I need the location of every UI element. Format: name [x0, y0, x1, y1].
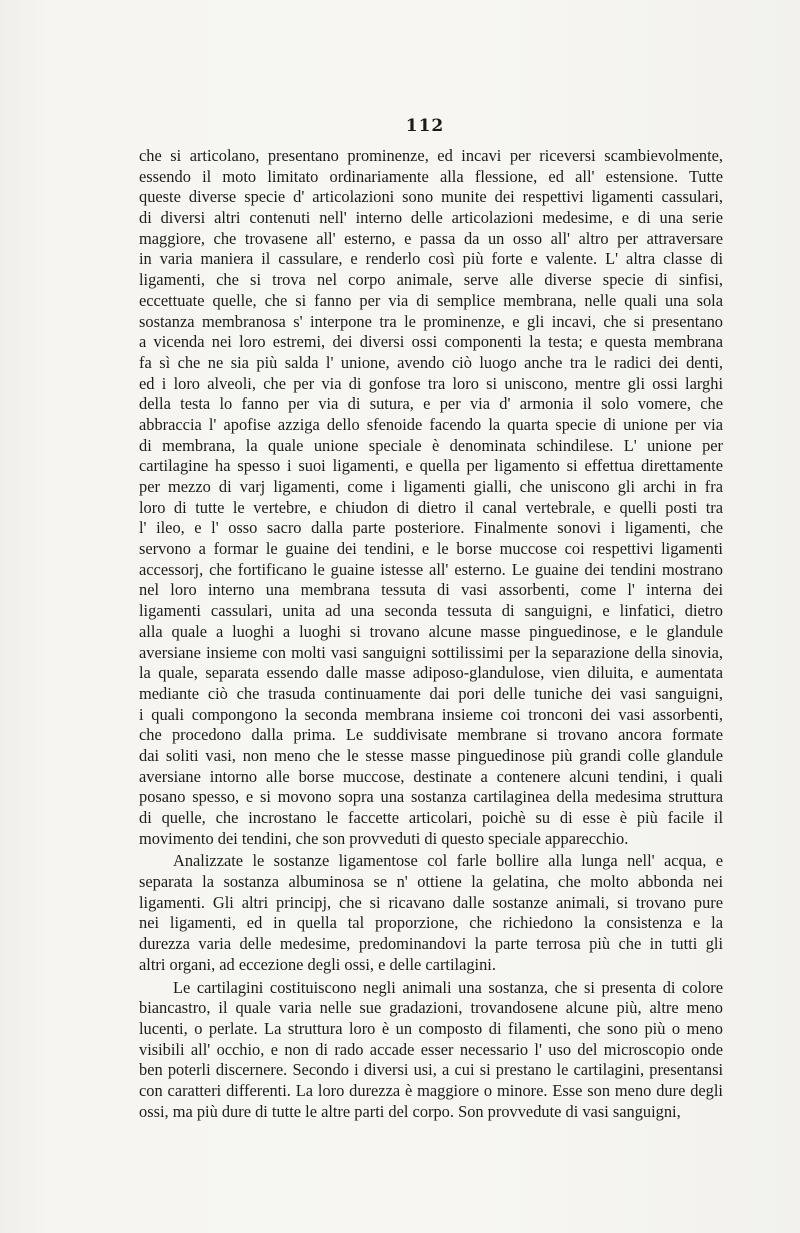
text-line: di quelle, che incrostano le faccette articolari, poichè su di esse è più facile il: [139, 808, 723, 827]
text-line: separata la sostanza albuminosa se n' ottiene la gelatina, che molto abbonda nei: [139, 872, 723, 892]
text-line: Analizzate le sostanze ligamentose col farle bollire alla lunga nell' acqua, e: [173, 851, 723, 871]
text-line: la quale, separata essendo dalle masse adiposo-glandulose, vien diluita, e aumentata: [139, 663, 723, 683]
text-line: aversiane insieme con molti vasi sanguigni sottilissimi per la separazione della sinovia,: [139, 642, 723, 662]
text-line: ligamenti. Gli altri principj, che si ricavano dalle sostanze animali, si trovano pure: [139, 892, 723, 912]
text-line: movimento dei tendini, che son provveduti di questo speciale apparecchio.: [139, 828, 629, 848]
text-line: con caratteri differenti. La loro durezza è maggiore o minore. Esse son meno dure degli: [139, 1080, 723, 1100]
text-line: dai soliti vasi, non meno che le stesse masse pinguedinose più grandi colle glandule: [139, 745, 723, 765]
text-line: ben poterli discernere. Secondo i diversi usi, a cui si prestano le cartilagini, presentansi: [139, 1060, 723, 1080]
text-line: mediante ciò che trasuda continuamente dai pori delle tuniche dei vasi sanguigni,: [139, 683, 723, 703]
page-number: 112: [405, 116, 445, 136]
text-line: l' ileo, e l' osso sacro dalla parte posteriore. Finalmente sonovi i ligamenti, che: [139, 518, 723, 538]
text-line: loro di tutte le vertebre, e chiudon di dietro il canal vertebrale, e quelli posti tra: [139, 497, 723, 517]
text-line: della testa lo fanno per via di sutura, e per via d' armonia il solo vomere, che: [139, 394, 723, 414]
text-line: aversiane intorno alle borse muccose, destinate a contenere alcuni tendini, i quali: [139, 766, 723, 786]
text-line: durezza varia delle medesime, predominandovi la parte terrosa più che in tutti gli: [139, 934, 723, 954]
text-line: lucenti, o perlate. La struttura loro è un composto di filamenti, che sono più o meno: [139, 1018, 723, 1038]
text-line: ligamenti, che si trova nel corpo animale, serve alle diverse specie di sinfisi,: [139, 270, 723, 290]
text-line: servono a formar le guaine dei tendini, e le borse muccose coi respettivi ligamenti: [139, 539, 723, 559]
text-line: abbraccia l' apofise azziga dello sfenoide facendo la quarta specie di unione per via: [139, 414, 723, 434]
text-line: in varia maniera il cassulare, e renderlo così più forte e valente. L' altra classe di: [139, 249, 723, 269]
text-line: fa sì che ne sia più salda l' unione, avendo ciò luogo anche tra le radici dei denti,: [139, 352, 723, 372]
text-line: alla quale a luoghi a luoghi si trovano alcune masse pinguedinose, e le glandule: [139, 621, 723, 641]
paragraph: [139, 146, 723, 849]
text-line: queste diverse specie d' articolazioni sono munite dei respettivi ligamenti cassulari,: [139, 187, 723, 207]
text-line: eccettuate quelle, che si fanno per via di semplice membrana, nelle quali una sola: [139, 290, 723, 310]
text-line: maggiore, che trovasene all' esterno, e passa da un osso all' altro per attraversare: [139, 228, 723, 248]
text-line: a vicenda nei loro estremi, dei diversi ossi componenti la testa; e questa membrana: [139, 332, 723, 352]
paragraph: [139, 978, 723, 1123]
text-line: che procedono dalla prima. Le suddivisate membrane si trovano ancora formate: [139, 725, 723, 745]
text-line: ed i loro alveoli, che per via di gonfose tra loro si uniscono, mentre gli ossi larghi: [139, 373, 723, 393]
text-line: ligamenti cassulari, unita ad una seconda tessuta di sanguigni, e linfatici, dietro: [139, 601, 723, 621]
text-line: posano spesso, e si movono sopra una sostanza cartilaginea della medesima struttura: [139, 787, 723, 807]
text-line: nel loro interno una membrana tessuta di vasi assorbenti, come l' interna dei: [139, 580, 723, 600]
text-line: ossi, ma più dure di tutte le altre parti del corpo. Son provvedute di vasi sanguigni,: [139, 1101, 681, 1121]
text-line: altri organi, ad eccezione degli ossi, e delle cartilagini.: [139, 954, 496, 974]
text-line: biancastro, il quale varia nelle sue gradazioni, trovandosene alcune più, altre meno: [139, 998, 723, 1018]
text-line: visibili all' occhio, e non di rado accade esser necessario l' uso del microscopio onde: [139, 1039, 723, 1059]
text-line: essendo il moto limitato ordinariamente alla flessione, ed all' estensione. Tutte: [139, 166, 723, 186]
body-text: [139, 146, 723, 1122]
text-line: di membrana, la quale unione speciale è denominata schindilese. L' unione per: [139, 435, 723, 455]
text-line: per mezzo di varj ligamenti, come i ligamenti gialli, che uniscono gli archi in fra: [139, 477, 723, 496]
paragraph: [139, 851, 723, 975]
text-line: cartilagine ha spesso i suoi ligamenti, e quella per ligamento si effettua direttamente: [139, 456, 723, 476]
text-line: accessorj, che fortificano le guaine istesse all' esterno. Le guaine dei tendini mostrano: [139, 559, 723, 579]
text-line: i quali compongono la seconda membrana insieme coi tronconi dei vasi assorbenti,: [139, 704, 723, 724]
text-line: Le cartilagini costituiscono negli animali una sostanza, che si presenta di colore: [173, 977, 723, 997]
text-line: di diversi altri contenuti nell' interno delle articolazioni medesime, e di una serie: [139, 208, 723, 228]
text-line: nei ligamenti, ed in quella tal proporzione, che richiedono la consistenza e la: [139, 913, 723, 933]
text-line: che si articolano, presentano prominenze, ed incavi per riceversi scambievolmente,: [139, 146, 723, 165]
text-line: sostanza membranosa s' interpone tra le prominenze, e gli incavi, che si presentano: [139, 311, 723, 331]
